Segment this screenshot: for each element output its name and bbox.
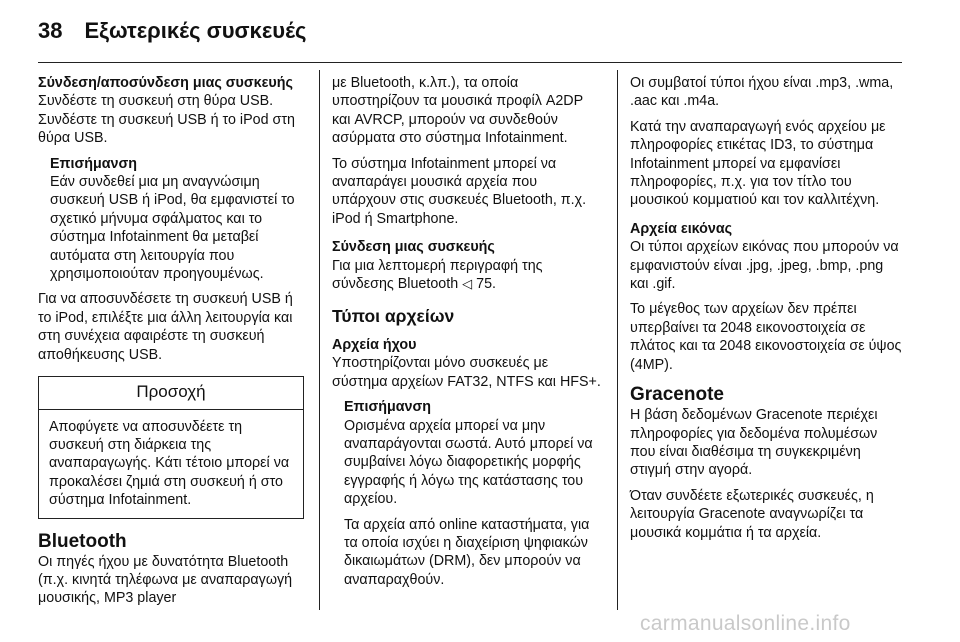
paragraph-bluetooth-playback: Το σύστημα Infotainment μπορεί να αναπαράγει μουσικά αρχεία που υπάρχουν στις συσκευές Bluetooth, π.χ. iPod ή Smartphone. xyxy=(332,155,587,227)
note-block xyxy=(50,155,304,284)
note-text-2a: Ορισμένα αρχεία μπορεί να μην αναπαράγονται σωστά. Αυτό μπορεί να συμβαίνει λόγω διαφορετικής μορφής εγγραφής ή λόγω της κατάστασης του αρχείου. xyxy=(344,417,593,508)
column-3 xyxy=(630,74,902,549)
heading-file-types: Τύποι αρχείων xyxy=(332,306,455,327)
column-divider-2 xyxy=(617,70,618,610)
caution-text: Αποφύγετε να αποσυνδέετε τη συσκευή στη διάρκεια της αναπαραγωγής. Κάτι τέτοιο μπορεί να προκαλέσει ζημιά στη συσκευή ή στο σύστημα Infotainment. xyxy=(49,418,290,509)
paragraph-formats: Οι συμβατοί τύποι ήχου είναι .mp3, .wma, .aac και .m4a. xyxy=(630,75,894,110)
connect-device-text: Για μια λεπτομερή περιγραφή της σύνδεσης Bluetooth xyxy=(332,257,543,293)
heading-audio-files: Αρχεία ήχου xyxy=(332,336,417,353)
column-divider-1 xyxy=(319,70,320,610)
heading-connect-disconnect: Σύνδεση/αποσύνδεση μιας συσκευής xyxy=(38,75,293,91)
paragraph-gracenote: Η βάση δεδομένων Gracenote περιέχει πληροφορίες για δεδομένα πολυμέσων που είναι διαθέσιμα τη συγκεκριμένη στιγμή στην αγορά. xyxy=(630,407,878,479)
page-ref-link[interactable]: 75. xyxy=(476,276,497,293)
paragraph-bluetooth: Οι πηγές ήχου με δυνατότητα Bluetooth (π.χ. κινητά τηλέφωνα με αναπαραγωγή μουσικής, MP3 player xyxy=(38,553,293,607)
paragraph-connect: Συνδέστε τη συσκευή στη θύρα USB. Συνδέστε τη συσκευή USB ή το iPod στη θύρα USB. xyxy=(38,93,295,147)
paragraph-connect-device xyxy=(332,257,602,294)
heading-bluetooth: Bluetooth xyxy=(38,530,127,552)
paragraph-image: Οι τύποι αρχείων εικόνας που μπορούν να εμφανιστούν είναι .jpg, .jpeg, .bmp, .png και .gif. xyxy=(630,239,899,293)
page-ref-arrow-icon: ◁ xyxy=(462,276,473,292)
page-title: Εξωτερικές συσκευές xyxy=(84,18,307,43)
page-header xyxy=(38,14,306,48)
heading-image-files: Αρχεία εικόνας xyxy=(630,220,733,237)
column-1 xyxy=(38,74,304,615)
page-number: 38 xyxy=(38,18,63,43)
paragraph-bluetooth-continued: με Bluetooth, κ.λπ.), τα οποία υποστηρίζουν τα μουσικά προφίλ A2DP και AVRCP, μπορούν να συνδεθούν ασύρματα στο σύστημα Infotainment. xyxy=(332,75,583,147)
caution-box xyxy=(38,376,304,518)
heading-connect-device: Σύνδεση μιας συσκευής xyxy=(332,239,495,256)
caution-title: Προσοχή xyxy=(39,377,303,409)
watermark-logo: carmanualsonline.info xyxy=(640,612,851,635)
column-2 xyxy=(332,74,602,596)
paragraph-disconnect: Για να αποσυνδέσετε τη συσκευή USB ή το iPod, επιλέξτε μια άλλη λειτουργία και στη συνέχεια αφαιρέστε τη συσκευή αποθήκευσης USB. xyxy=(38,291,293,363)
note-text: Εάν συνδεθεί μια μη αναγνώσιμη συσκευή USB ή iPod, θα εμφανιστεί το σχετικό μήνυμα σφάλματος και το σύστημα Infotainment θα μεταβεί αυτόματα στη λειτουργία που χρησιμοποιούταν προηγουμένως. xyxy=(50,174,295,283)
paragraph-gracenote-2: Όταν συνδέετε εξωτερικές συσκευές, η λειτουργία Gracenote αναγνωρίζει τα μουσικά κομμάτια ή τα αρχεία. xyxy=(630,487,874,541)
heading-gracenote: Gracenote xyxy=(630,384,724,406)
paragraph-audio: Υποστηρίζονται μόνο συσκευές με σύστημα αρχείων FAT32, NTFS και HFS+. xyxy=(332,355,601,390)
note-text-2b: Τα αρχεία από online καταστήματα, για τα οποία ισχύει η διαχείριση ψηφιακών δικαιωμάτων (DRM), δεν μπορούν να αναπαραχθούν. xyxy=(344,516,590,588)
paragraph-size: Το μέγεθος των αρχείων δεν πρέπει υπερβαίνει τα 2048 εικονοστοιχεία σε πλάτος και τα 2048 εικονοστοιχεία σε ύψος (4MP). xyxy=(630,301,902,373)
header-rule xyxy=(38,62,902,63)
note-block-2 xyxy=(344,398,602,589)
note-title-2: Επισήμανση xyxy=(344,399,431,416)
note-title: Επισήμανση xyxy=(50,155,137,172)
paragraph-id3: Κατά την αναπαραγωγή ενός αρχείου με πληροφορίες ετικέτας ID3, το σύστημα Infotainment μπορεί να εμφανίσει πληροφορίες, π.χ. για τον τίτλο του μουσικού κομματιού και τον καλλιτέχνη. xyxy=(630,118,886,209)
